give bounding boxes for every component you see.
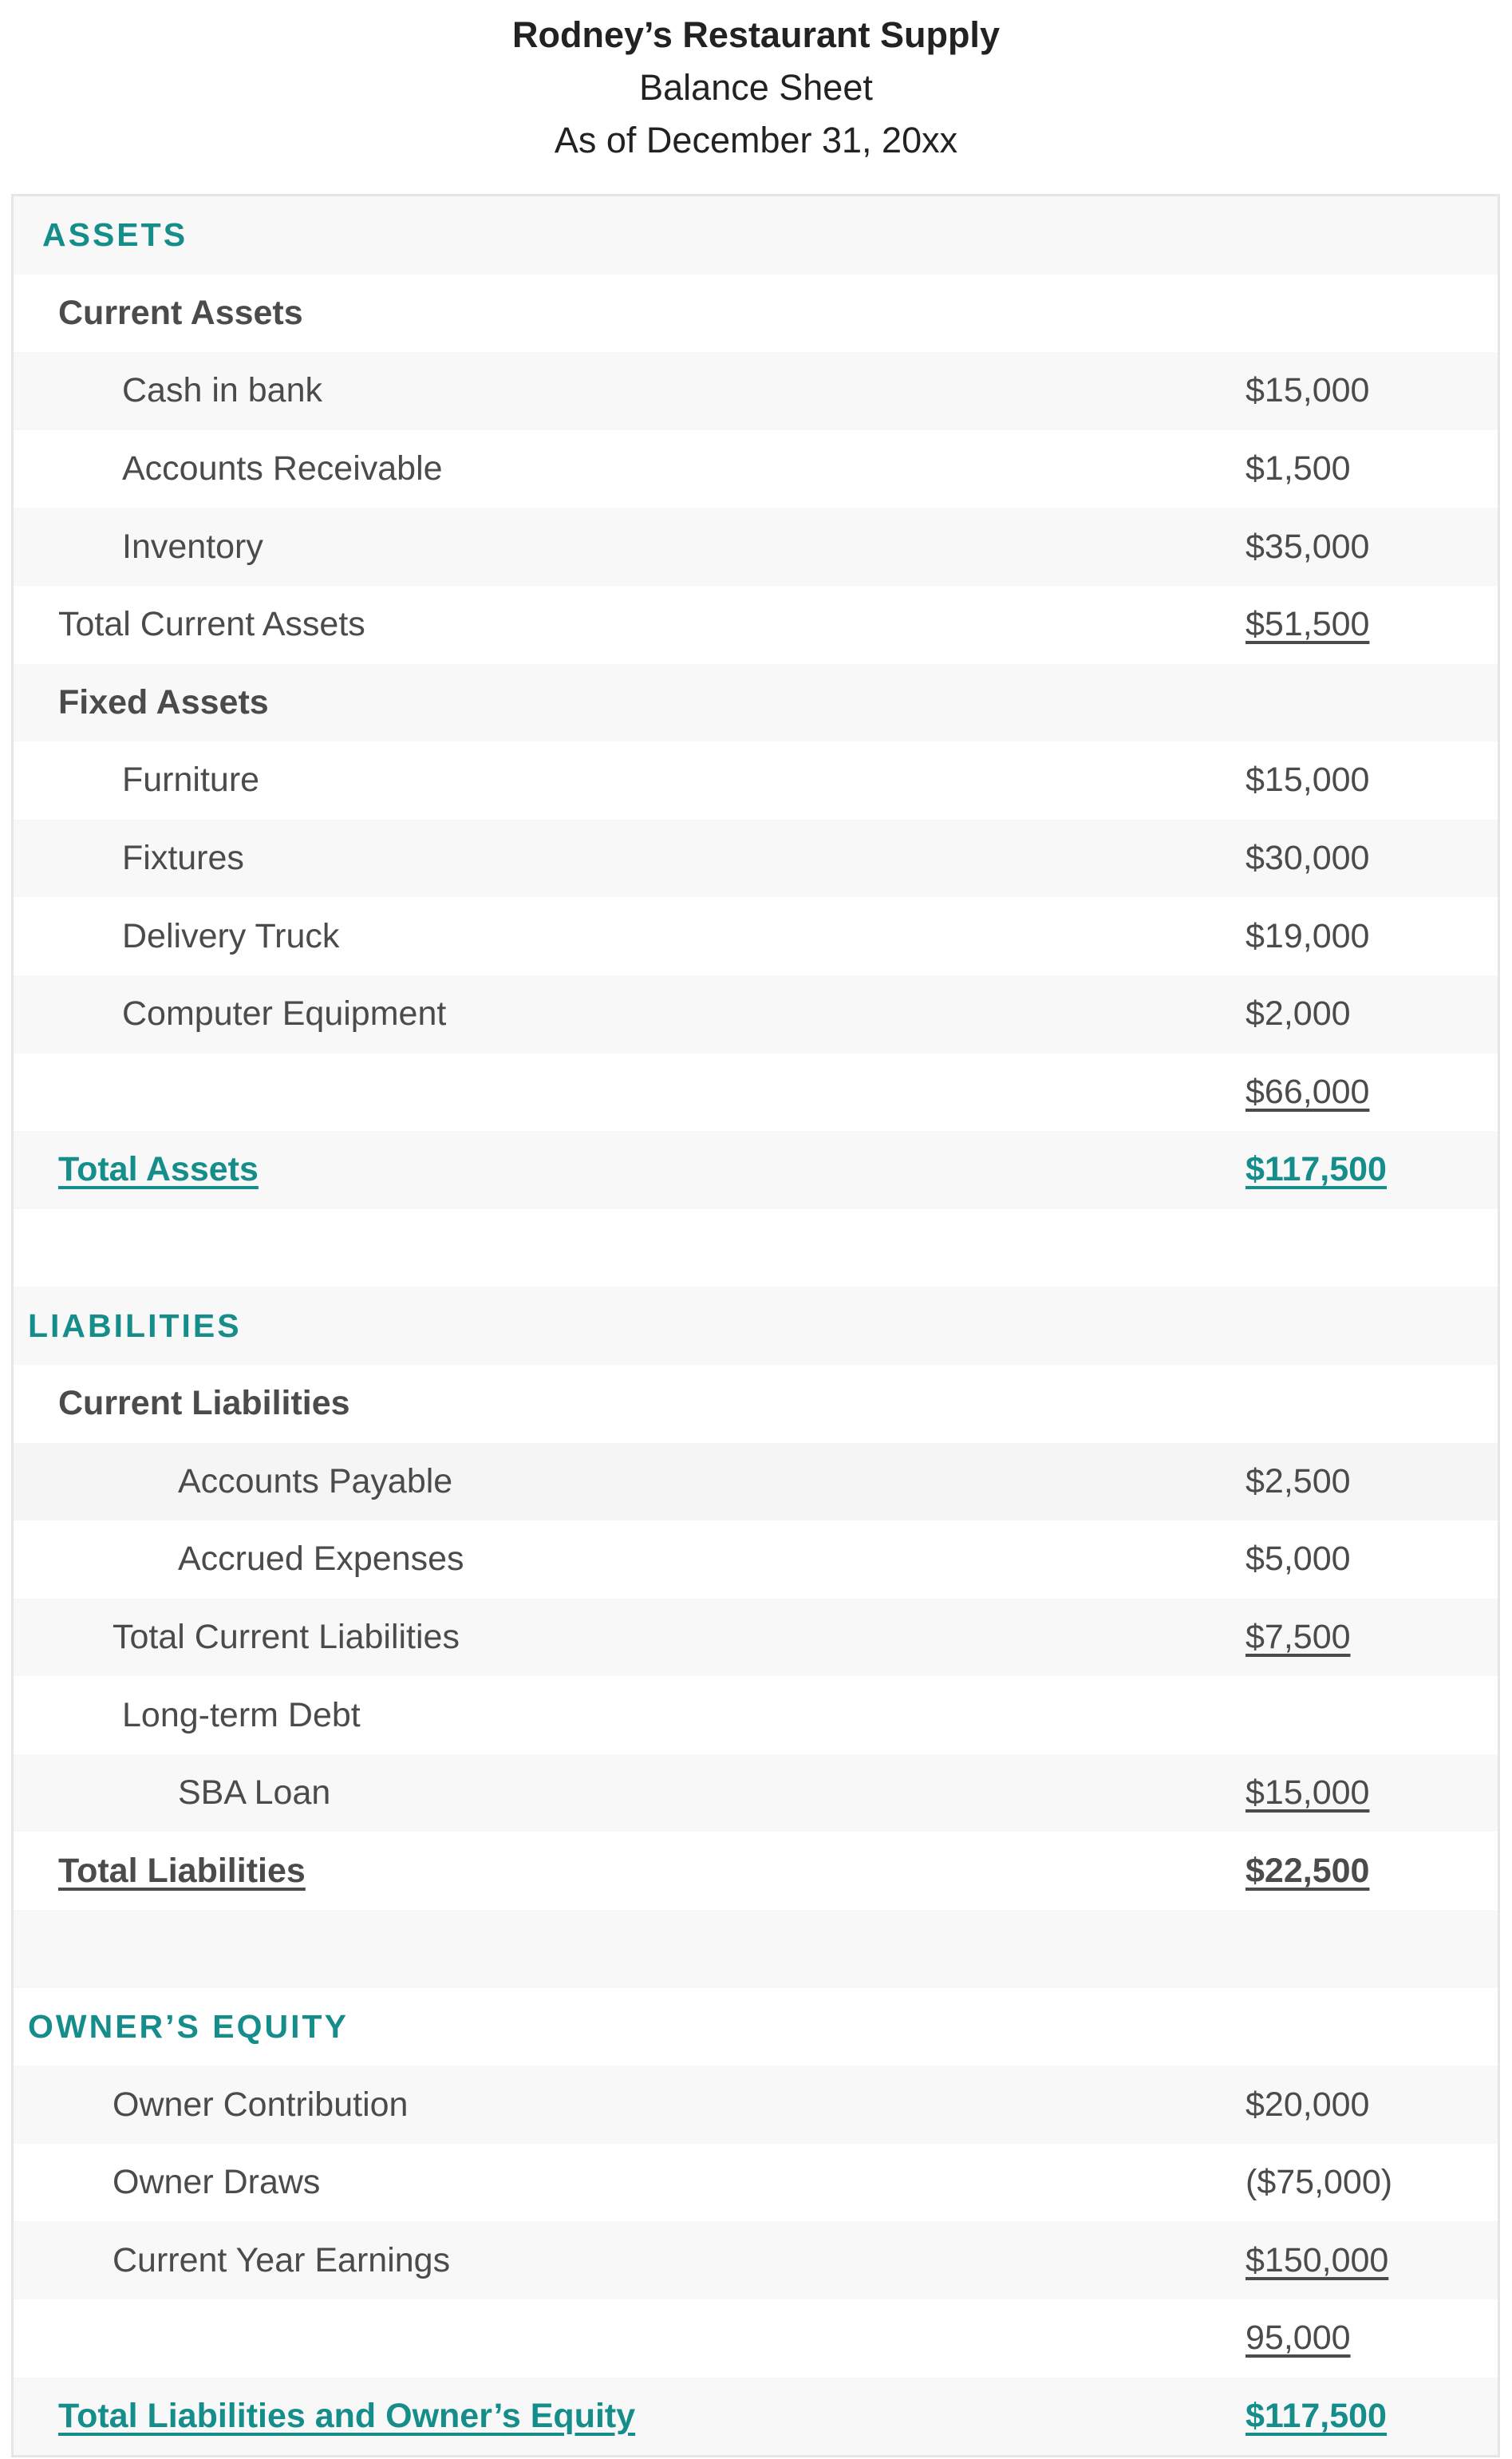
line-item-amount: $2,500 xyxy=(1246,1461,1351,1500)
line-item-amount: $15,000 xyxy=(1246,761,1370,800)
subsection-title: Long-term Debt xyxy=(122,1695,361,1734)
total-row-current-liabilities xyxy=(14,1599,1498,1677)
table-row xyxy=(14,352,1498,430)
table-row xyxy=(14,897,1498,975)
grand-total-amount: $117,500 xyxy=(1246,1150,1387,1189)
line-item-label: Owner Contribution xyxy=(113,2085,409,2124)
total-label: Total Current Liabilities xyxy=(113,1617,460,1656)
total-amount: $51,500 xyxy=(1246,605,1370,644)
line-item-amount: $15,000 xyxy=(1246,371,1370,410)
line-item-amount: $150,000 xyxy=(1246,2240,1389,2279)
table-row xyxy=(14,1754,1498,1832)
table-row xyxy=(14,2221,1498,2299)
table-row xyxy=(14,975,1498,1054)
grand-total-amount: $117,500 xyxy=(1246,2396,1387,2435)
line-item-label: Accrued Expenses xyxy=(178,1540,464,1579)
line-item-label: Delivery Truck xyxy=(122,916,340,955)
spacer-row xyxy=(14,1910,1498,1988)
table-row xyxy=(14,2066,1498,2144)
line-item-amount: $2,000 xyxy=(1246,994,1351,1034)
line-item-amount: $15,000 xyxy=(1246,1773,1370,1813)
table-row xyxy=(14,820,1498,898)
line-item-label: Owner Draws xyxy=(113,2163,321,2202)
total-label: Total Current Assets xyxy=(58,605,365,644)
table-row xyxy=(14,2144,1498,2222)
subsection-title: Current Liabilities xyxy=(58,1384,350,1423)
subsection-current-assets xyxy=(14,275,1498,353)
table-row xyxy=(14,741,1498,820)
subtotal-amount: 95,000 xyxy=(1246,2319,1351,2358)
spacer-row xyxy=(14,1209,1498,1287)
grand-total-label: Total Liabilities and Owner’s Equity xyxy=(58,2396,636,2435)
line-item-amount: $20,000 xyxy=(1246,2085,1370,2124)
report-title: Balance Sheet xyxy=(639,67,873,108)
line-item-label: Inventory xyxy=(122,527,263,566)
line-item-label: Accounts Payable xyxy=(178,1461,453,1500)
line-item-amount: $30,000 xyxy=(1246,839,1370,878)
line-item-amount: $19,000 xyxy=(1246,916,1370,955)
section-header-liabilities xyxy=(14,1287,1498,1365)
subsection-title: Fixed Assets xyxy=(58,682,269,721)
section-header-equity xyxy=(14,1988,1498,2066)
line-item-label: Fixtures xyxy=(122,839,244,878)
subsection-title: Current Assets xyxy=(58,293,303,332)
line-item-label: Furniture xyxy=(122,761,260,800)
total-amount: $7,500 xyxy=(1246,1617,1351,1656)
line-item-amount: ($75,000) xyxy=(1246,2163,1393,2202)
section-title: OWNER’S EQUITY xyxy=(28,2007,349,2045)
section-header-assets xyxy=(14,196,1498,275)
total-row-current-assets xyxy=(14,586,1498,664)
line-item-label: Computer Equipment xyxy=(122,994,447,1034)
line-item-amount: $1,500 xyxy=(1246,449,1351,488)
section-title: LIABILITIES xyxy=(28,1307,242,1344)
balance-sheet-table xyxy=(11,194,1500,2457)
total-label: Total Liabilities xyxy=(58,1851,306,1890)
table-row xyxy=(14,430,1498,508)
grand-total-label: Total Assets xyxy=(58,1150,259,1189)
line-item-label: Accounts Receivable xyxy=(122,449,443,488)
table-row xyxy=(14,1443,1498,1521)
total-row-liabilities-equity xyxy=(14,2378,1498,2456)
line-item-label: Cash in bank xyxy=(122,371,322,410)
subtotal-row-equity xyxy=(14,2299,1498,2378)
subtotal-row-fixed-assets xyxy=(14,1054,1498,1132)
company-name: Rodney’s Restaurant Supply xyxy=(512,14,1000,55)
subtotal-amount: $66,000 xyxy=(1246,1072,1370,1111)
table-row xyxy=(14,508,1498,586)
total-amount: $22,500 xyxy=(1246,1851,1370,1890)
report-header xyxy=(0,0,1512,195)
line-item-amount: $5,000 xyxy=(1246,1540,1351,1579)
total-row-assets xyxy=(14,1131,1498,1209)
line-item-label: SBA Loan xyxy=(178,1773,331,1813)
line-item-label: Current Year Earnings xyxy=(113,2240,451,2279)
line-item-amount: $35,000 xyxy=(1246,527,1370,566)
subsection-current-liabilities xyxy=(14,1365,1498,1443)
report-date: As of December 31, 20xx xyxy=(554,120,958,160)
subsection-fixed-assets xyxy=(14,664,1498,742)
table-row xyxy=(14,1520,1498,1599)
section-title: ASSETS xyxy=(42,216,188,254)
total-row-liabilities xyxy=(14,1832,1498,1910)
subsection-long-term-debt xyxy=(14,1676,1498,1754)
